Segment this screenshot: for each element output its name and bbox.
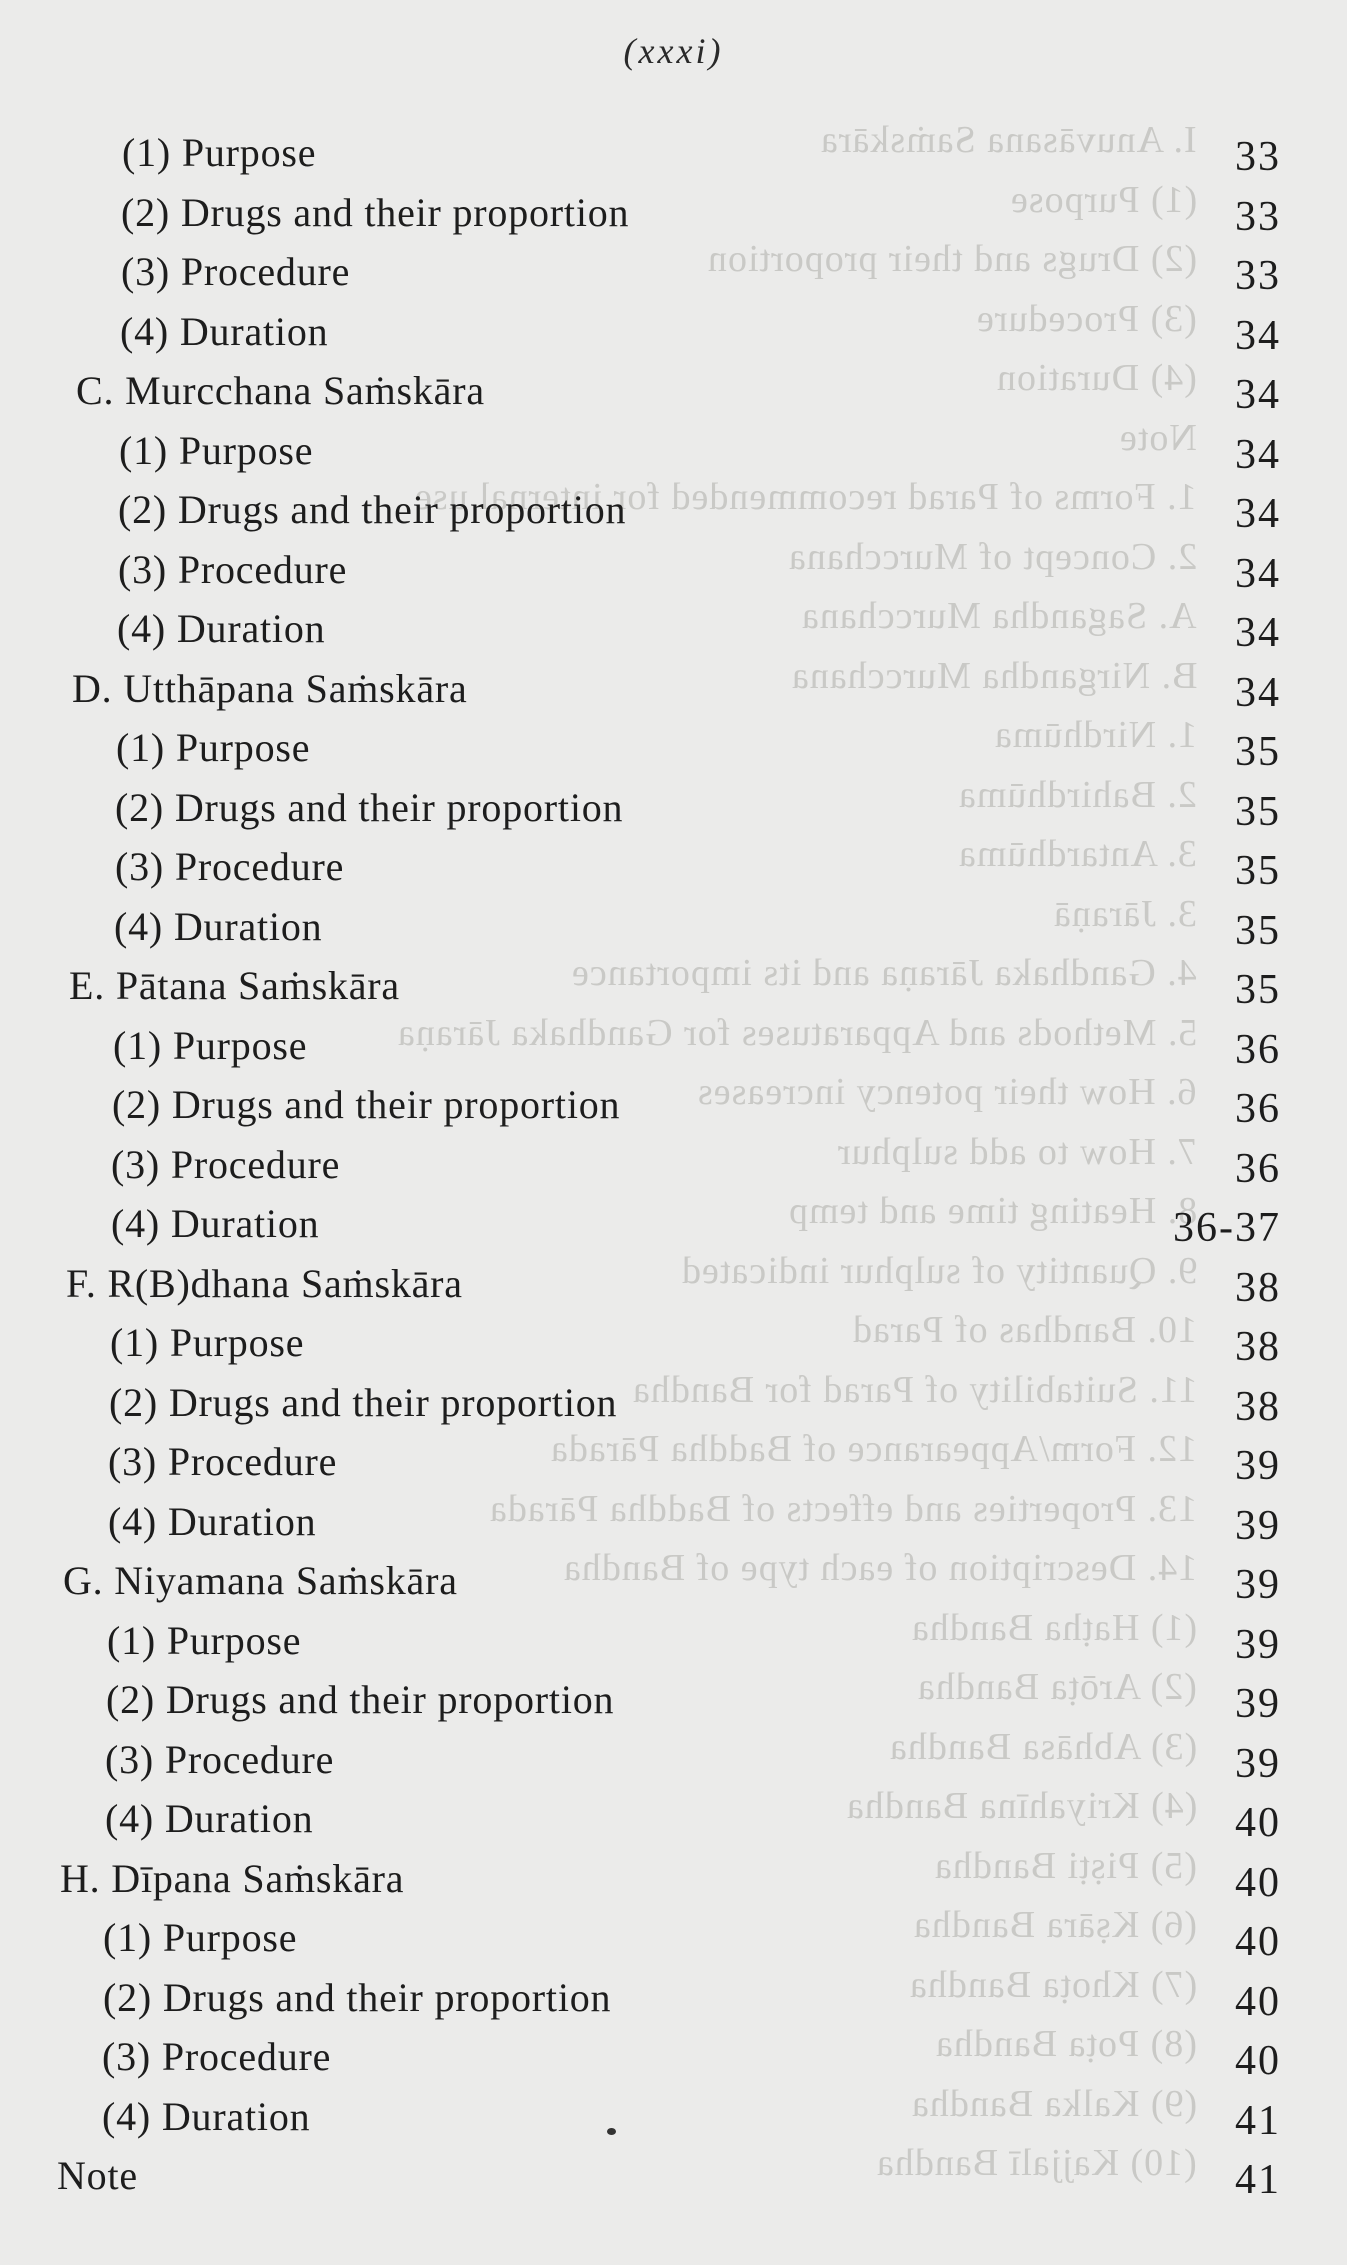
toc-page-number: 39 <box>1235 1502 1281 1549</box>
bleed-through-line: (3) Abhāsa Bandha <box>888 1725 1197 1768</box>
toc-page-number: 34 <box>1235 610 1281 656</box>
toc-row <box>0 244 1347 304</box>
toc-row <box>0 1196 1347 1256</box>
toc-row <box>0 1791 1347 1851</box>
toc-entry-label: (4) Duration <box>105 1796 314 1841</box>
toc-page-number: 34 <box>1235 491 1281 537</box>
toc-page-number: 38 <box>1235 1324 1281 1370</box>
toc-row <box>0 542 1347 602</box>
toc-page-number: 33 <box>1235 193 1281 240</box>
bleed-through-line: (2) Arōṭa Bandha <box>917 1666 1197 1708</box>
bleed-through-line: (9) Kalka Bandha <box>910 2082 1197 2125</box>
toc-row <box>0 482 1347 542</box>
toc-page-number: 34 <box>1235 669 1281 716</box>
toc-entry-label: (2) Drugs and their proportion <box>103 1974 612 2020</box>
toc-page-number: 36 <box>1235 1026 1281 1073</box>
toc-row <box>0 125 1347 185</box>
bleed-through-line: 3. Jāraṇā <box>1052 892 1197 935</box>
toc-page-number: 35 <box>1235 729 1281 775</box>
toc-row <box>0 899 1347 959</box>
toc-entry-label: (4) Duration <box>117 606 326 651</box>
table-of-contents <box>0 125 1347 2208</box>
toc-entry-label: (1) Purpose <box>122 130 317 175</box>
toc-page-number: 34 <box>1235 550 1281 597</box>
toc-row <box>0 1256 1347 1316</box>
toc-entry-label: (2) Drugs and their proportion <box>115 784 624 830</box>
toc-entry-label: (1) Purpose <box>119 427 314 473</box>
toc-row <box>0 661 1347 721</box>
bleed-through-line: (4) Kriyahīna Bandha <box>845 1785 1197 1827</box>
toc-row <box>0 1672 1347 1732</box>
bleed-through-line: (4) Duration <box>996 357 1197 399</box>
toc-row <box>0 1553 1347 1613</box>
toc-entry-label: (1) Purpose <box>116 725 311 770</box>
bleed-through-line: 9. Quantity of sulphur indicated <box>680 1249 1197 1292</box>
toc-entry-label: (4) Duration <box>108 1498 317 1544</box>
toc-page-number: 40 <box>1235 1800 1281 1846</box>
toc-page-number: 34 <box>1235 312 1281 359</box>
toc-row <box>0 1315 1347 1375</box>
toc-entry-label: (3) Procedure <box>121 249 351 294</box>
toc-page-number: 35 <box>1235 967 1281 1013</box>
toc-entry-label: (3) Procedure <box>115 844 345 889</box>
toc-row <box>0 1434 1347 1494</box>
page-number-roman: (xxxi) <box>623 31 724 71</box>
bleed-through-line: (10) Kajjalī Bandha <box>876 2142 1197 2184</box>
bleed-through-line: 10. Bandhas of Parad <box>851 1309 1197 1351</box>
toc-entry-label: Note <box>57 2153 138 2198</box>
toc-entry-label: (4) Duration <box>114 903 323 949</box>
bleed-through-line: (1) Haṭha Bandha <box>910 1606 1197 1649</box>
toc-entry-label: (2) Drugs and their proportion <box>121 189 630 235</box>
toc-page-number: 36 <box>1235 1086 1281 1132</box>
toc-row <box>0 423 1347 483</box>
bleed-through-line: 5. Methods and Apparatuses for Gandhaka Jāraṇa <box>396 1011 1197 1054</box>
bleed-through-line: Note <box>1119 416 1197 459</box>
bleed-through-line: 1. Nirdhūma <box>993 714 1197 756</box>
bleed-through-line: 4. Gandhaka Jāraṇa and its importance <box>571 952 1197 994</box>
toc-section-title: C. Murcchana Saṁskāra <box>76 368 485 413</box>
toc-entry-label: (2) Drugs and their proportion <box>118 487 627 532</box>
toc-row <box>0 185 1347 245</box>
toc-page-number: 34 <box>1235 372 1281 418</box>
toc-entry-label: (3) Procedure <box>105 1736 335 1782</box>
bleed-through-line: (5) Piṣṭi Bandha <box>934 1844 1197 1887</box>
toc-page-number: 39 <box>1235 1740 1281 1787</box>
toc-page-number: 38 <box>1235 1383 1281 1430</box>
toc-row <box>0 304 1347 364</box>
toc-row <box>0 601 1347 661</box>
toc-page-number: 35 <box>1235 788 1281 835</box>
toc-page-number: 41 <box>1235 2097 1281 2144</box>
bleed-through-line: 7. How to add sulphur <box>837 1130 1197 1173</box>
toc-row <box>0 780 1347 840</box>
bleed-through-line: 14. Description of each type of Bandha <box>562 1547 1197 1589</box>
toc-entry-label: (3) Procedure <box>118 546 348 592</box>
toc-entry-label: (1) Purpose <box>113 1022 308 1068</box>
toc-row <box>0 1018 1347 1078</box>
toc-page-number: 39 <box>1235 1443 1281 1489</box>
bleed-through-line: (6) Kṣāra Bandha <box>912 1904 1197 1946</box>
toc-page-number: 36-37 <box>1173 1205 1281 1251</box>
toc-row <box>0 1137 1347 1197</box>
toc-row <box>0 1732 1347 1792</box>
toc-page-number: 33 <box>1235 253 1281 299</box>
toc-entry-label: (2) Drugs and their proportion <box>112 1082 621 1127</box>
bleed-through-line: (1) Purpose <box>1009 178 1197 221</box>
toc-row <box>0 363 1347 423</box>
toc-section-title: E. Pātana Saṁskāra <box>69 963 400 1008</box>
toc-row <box>0 1375 1347 1435</box>
toc-row <box>0 1851 1347 1911</box>
toc-entry-label: (3) Procedure <box>108 1439 338 1484</box>
toc-row <box>0 720 1347 780</box>
toc-row <box>0 839 1347 899</box>
toc-section-title: F. R(B)dhana Saṁskāra <box>66 1260 463 1306</box>
toc-page-number: 35 <box>1235 848 1281 894</box>
toc-row <box>0 1910 1347 1970</box>
toc-page-number: 39 <box>1235 1681 1281 1727</box>
bleed-through-line: I. Anuvāsana Saṁskāra <box>820 119 1197 161</box>
toc-page-number: 40 <box>1235 2038 1281 2084</box>
bleed-through-line: 8. Heating time and temp <box>787 1190 1197 1232</box>
toc-entry-label: (3) Procedure <box>102 2034 332 2079</box>
toc-entry-label: (1) Purpose <box>110 1320 305 1365</box>
bleed-through-line: 3. Antardhūma <box>958 833 1197 875</box>
ink-speck <box>607 2128 616 2135</box>
toc-row <box>0 2148 1347 2208</box>
toc-entry-label: (4) Duration <box>120 308 329 354</box>
toc-page-number: 36 <box>1235 1145 1281 1192</box>
toc-entry-label: (4) Duration <box>102 2093 311 2139</box>
bleed-through-line: 12. Form/Appearance of Baddha Pārada <box>550 1428 1197 1470</box>
toc-page-number: 40 <box>1235 1859 1281 1906</box>
toc-section-title: H. Dīpana Saṁskāra <box>60 1855 405 1901</box>
toc-entry-label: (2) Drugs and their proportion <box>109 1379 618 1425</box>
bleed-through-line: 2. Concept of Murcchana <box>787 535 1197 578</box>
toc-entry-label: (3) Procedure <box>111 1141 341 1187</box>
toc-row <box>0 1970 1347 2030</box>
toc-page-number: 33 <box>1235 134 1281 180</box>
toc-row <box>0 1494 1347 1554</box>
toc-row <box>0 1613 1347 1673</box>
toc-row <box>0 2089 1347 2149</box>
bleed-through-line: 6. How their potency increases <box>697 1071 1197 1113</box>
toc-section-title: D. Utthāpana Saṁskāra <box>72 665 468 711</box>
toc-entry-label: (1) Purpose <box>103 1915 298 1960</box>
bleed-through-line: 11. Suitability of Parad for Bandha <box>631 1368 1197 1411</box>
bleed-through-line: B. Nirgandha Murcchana <box>790 654 1197 697</box>
bleed-through-line: (3) Procedure <box>976 297 1197 340</box>
toc-page-number: 39 <box>1235 1562 1281 1608</box>
toc-section-title: G. Niyamana Saṁskāra <box>63 1558 458 1603</box>
toc-page-number: 39 <box>1235 1621 1281 1668</box>
bleed-through-line: (8) Poṭa Bandha <box>935 2023 1197 2065</box>
toc-page-number: 40 <box>1235 1919 1281 1965</box>
toc-row <box>0 2029 1347 2089</box>
toc-row <box>0 958 1347 1018</box>
toc-entry-label: (4) Duration <box>111 1201 320 1246</box>
toc-entry-label: (2) Drugs and their proportion <box>106 1677 615 1722</box>
bleed-through-line: (2) Drugs and their proportion <box>706 238 1197 280</box>
toc-page-number: 41 <box>1235 2157 1281 2203</box>
bleed-through-line: 13. Properties and effects of Baddha Pārada <box>488 1487 1197 1530</box>
toc-page-number: 38 <box>1235 1264 1281 1311</box>
toc-page-number: 35 <box>1235 907 1281 954</box>
bleed-through-line: (7) Khoṭa Bandha <box>908 1963 1197 2006</box>
toc-page-number: 34 <box>1235 431 1281 478</box>
toc-entry-label: (1) Purpose <box>107 1617 302 1663</box>
bleed-through-line: 2. Bahirdhūma <box>958 773 1197 816</box>
bleed-through-line: A. Sagandha Murcchana <box>801 595 1197 637</box>
toc-row <box>0 1077 1347 1137</box>
bleed-through-line: 1. Forms of Parad recommended for internal use <box>414 476 1197 518</box>
toc-page-number: 40 <box>1235 1978 1281 2025</box>
